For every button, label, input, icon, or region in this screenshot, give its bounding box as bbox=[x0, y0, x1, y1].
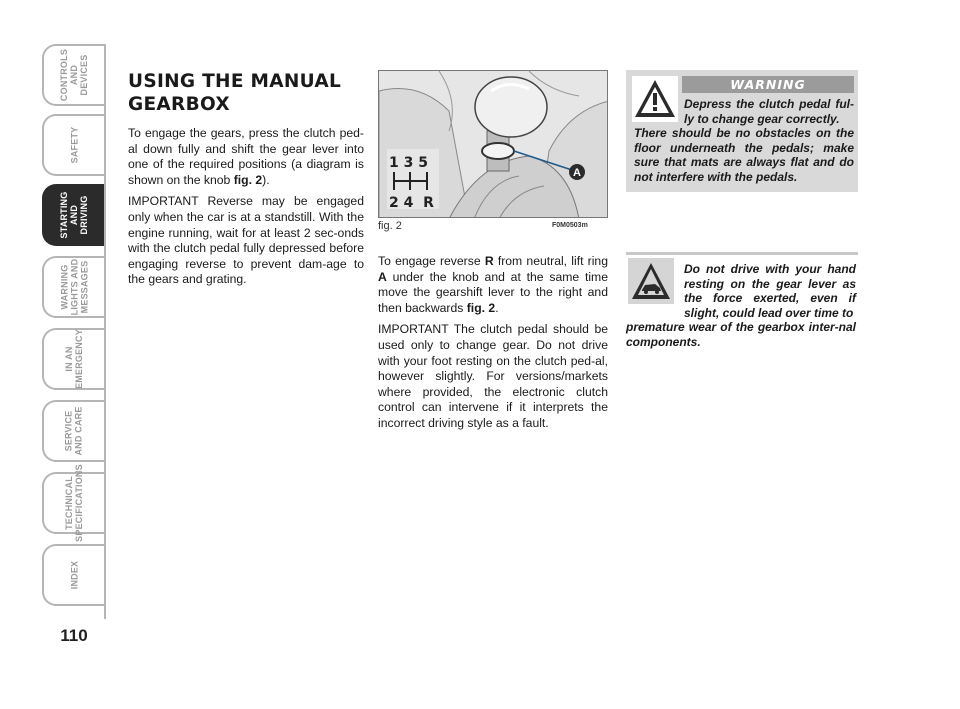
note-divider bbox=[626, 252, 858, 255]
callout-a-label: A bbox=[573, 167, 581, 179]
caution-car-icon bbox=[628, 258, 674, 304]
figure-reference[interactable]: fig. 2 bbox=[233, 172, 263, 187]
tab-label: IN AN EMERGENCY bbox=[64, 329, 84, 389]
title-line-2: GEARBOX bbox=[128, 94, 230, 115]
tab-label: INDEX bbox=[68, 560, 79, 590]
warning-triangle-icon bbox=[632, 76, 678, 122]
tab-service-and-care[interactable] bbox=[42, 400, 104, 462]
tab-warning-lights-and-messages[interactable] bbox=[42, 256, 104, 318]
section-title bbox=[128, 70, 364, 116]
paragraph-engage-reverse bbox=[378, 254, 608, 316]
tab-technical-specifications[interactable] bbox=[42, 464, 104, 542]
figure-code: F0M0503m bbox=[552, 222, 588, 229]
tab-label: TECHNICAL SPECIFICATIONS bbox=[64, 464, 85, 542]
figure-reference[interactable]: fig. 2 bbox=[466, 300, 496, 315]
paragraph-text: from neutral, lift ring bbox=[493, 254, 608, 268]
gear-lever-illustration bbox=[379, 71, 608, 218]
tab-index[interactable] bbox=[42, 544, 104, 606]
tab-safety[interactable] bbox=[42, 114, 104, 176]
ring-a-symbol: A bbox=[378, 269, 387, 284]
paragraph-text: ). bbox=[262, 172, 270, 187]
paragraph-engage-gears bbox=[128, 126, 364, 188]
tab-label: CONTROLS AND DEVICES bbox=[59, 48, 89, 102]
page-number: 110 bbox=[60, 626, 88, 645]
gear-pattern-bottom: 2 4 R bbox=[389, 195, 434, 211]
tab-starting-and-driving[interactable] bbox=[42, 184, 104, 246]
tab-in-an-emergency[interactable] bbox=[42, 328, 104, 390]
tab-label: SERVICE AND CARE bbox=[63, 406, 84, 456]
paragraph-text: To engage the gears, press the clutch ped-al down fully and shift the gear lever into one of the required positions (a diagram is shown on the knob bbox=[128, 126, 364, 187]
tab-controls-and-devices[interactable] bbox=[42, 44, 104, 106]
section-column-1 bbox=[128, 70, 364, 294]
note-icon-frame bbox=[628, 258, 674, 304]
paragraph-text: To engage reverse bbox=[378, 254, 485, 268]
warning-heading: WARNING bbox=[682, 76, 854, 93]
tab-label: SAFETY bbox=[69, 126, 79, 164]
note-text-first: Do not drive with your hand resting on the gear lever as the force exerted, even if slight, could lead over time to bbox=[684, 262, 856, 320]
tab-label: STARTING AND DRIVING bbox=[59, 191, 89, 239]
reverse-gear-symbol: R bbox=[484, 254, 494, 268]
tab-strip-divider bbox=[104, 44, 106, 619]
gear-pattern-top: 1 3 5 bbox=[389, 155, 428, 171]
paragraph-important-clutch: IMPORTANT The clutch pedal should be used only to change gear. Do not drive with your foot resting on the clutch ped-al, however slightly. For versions/markets where provided, the electronic clutch control can intervene if it interprets the incorrect driving style as a fault. bbox=[378, 322, 608, 430]
title-line-1: USING THE MANUAL bbox=[128, 71, 342, 92]
paragraph-important-reverse: IMPORTANT Reverse may be engaged only when the car is at a standstill. With the engine running, wait for at least 2 sec-onds with the clutch pedal fully depressed before engaging reverse to prevent dam-age to the gears and grating. bbox=[128, 194, 364, 287]
tab-label: WARNING LIGHTS AND MESSAGES bbox=[58, 258, 89, 316]
paragraph-text: . bbox=[495, 300, 499, 315]
warning-text-first: Depress the clutch pedal ful-ly to change gear correctly. bbox=[684, 97, 854, 126]
section-column-2 bbox=[378, 254, 608, 438]
gear-lever-figure bbox=[378, 70, 608, 218]
paragraph-text: under the knob and at the same time move the gearshift lever to the right and then backwards bbox=[378, 269, 608, 315]
warning-text-second: There should be no obstacles on the floor underneath the pedals; make sure that mats are always flat and do not interfere with the pedals. bbox=[634, 126, 854, 184]
figure-caption: fig. 2 bbox=[378, 220, 402, 232]
note-text-second: premature wear of the gearbox inter-nal components. bbox=[626, 320, 856, 349]
